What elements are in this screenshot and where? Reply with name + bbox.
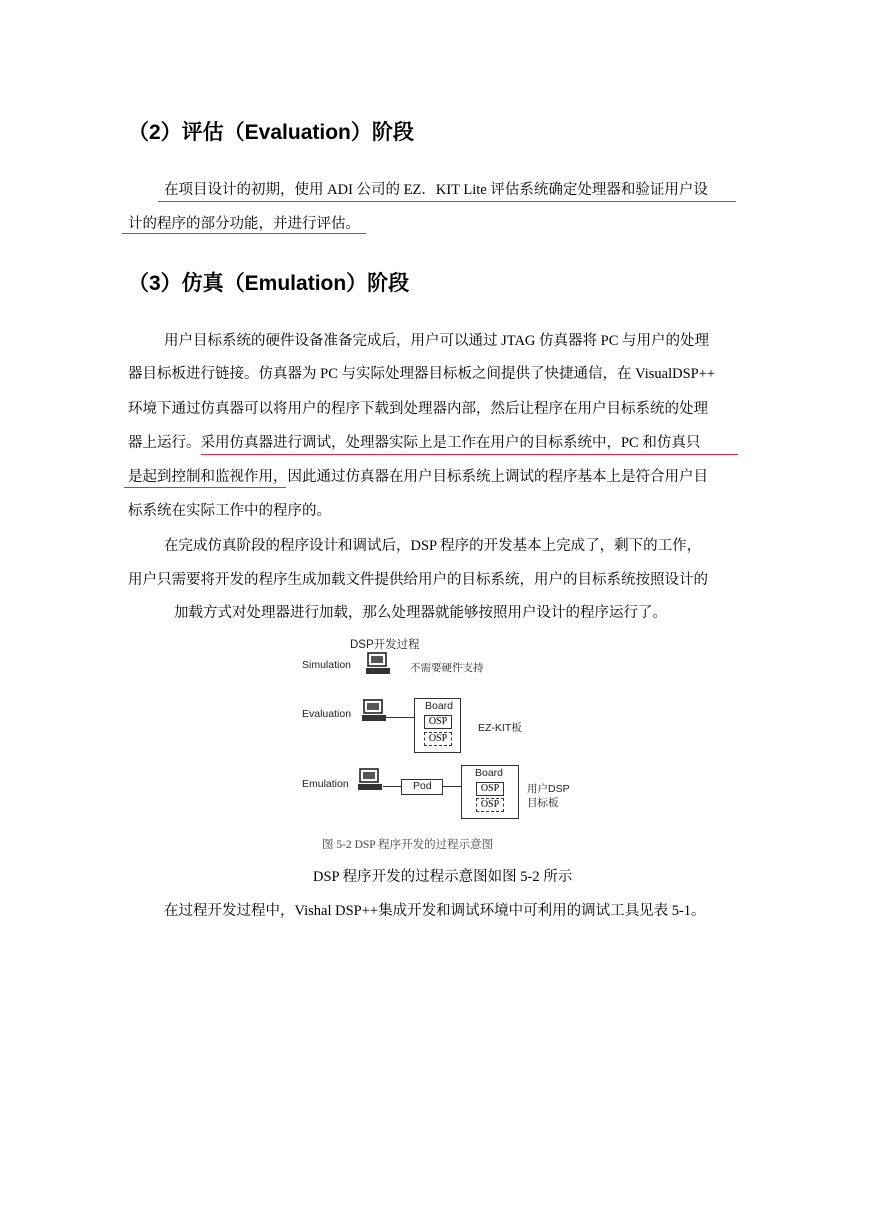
highlight-underline <box>124 487 286 488</box>
paragraph-line: 器上运行。采用仿真器进行调试，处理器实际上是工作在用户的目标系统中，PC 和仿真只 <box>128 435 701 451</box>
ezkit-label: EZ-KIT板 <box>478 722 522 734</box>
computer-icon <box>360 699 388 725</box>
evaluation-label: Evaluation <box>302 708 352 720</box>
section-heading-evaluation: （2）评估（Evaluation）阶段 <box>128 121 414 144</box>
computer-icon <box>356 768 384 794</box>
osp-label: OSP <box>428 716 448 727</box>
connector-line <box>383 786 401 787</box>
user-target-board <box>461 765 519 819</box>
paragraph-line: 器目标板进行链接。仿真器为 PC 与实际处理器目标板之间提供了快捷通信，在 VisualDSP++ <box>128 366 716 382</box>
simulation-label: Simulation <box>302 659 352 671</box>
connector-line <box>443 786 461 787</box>
ezkit-board <box>414 698 461 753</box>
user-dsp-label: 用户DSP <box>527 783 570 795</box>
section-heading-emulation: （3）仿真（Emulation）阶段 <box>128 272 410 295</box>
computer-icon <box>364 652 392 678</box>
paragraph-line: 加载方式对处理器进行加载，那么处理器就能够按照用户设计的程序运行了。 <box>174 605 667 621</box>
simulation-note: 不需要硬件支持 <box>410 662 484 674</box>
paragraph-line: 计的程序的部分功能，并进行评估。 <box>128 216 360 232</box>
target-board-label: 目标板 <box>527 797 559 809</box>
paragraph-line: 标系统在实际工作中的程序的。 <box>128 503 331 519</box>
figure-reference-line: DSP 程序开发的过程示意图如图 5-2 所示 <box>313 869 573 885</box>
highlight-underline <box>122 233 366 234</box>
osp-chip <box>424 715 452 729</box>
paragraph-line: 在过程开发过程中，Vishal DSP++集成开发和调试环境中可利用的调试工具见表 5-1。 <box>164 903 706 919</box>
pod-box <box>401 779 443 795</box>
paragraph-line: 用户目标系统的硬件设备准备完成后，用户可以通过 JTAG 仿真器将 PC 与用户的处理 <box>164 333 710 349</box>
osp-label: OSP <box>480 799 500 810</box>
connector-line <box>386 717 414 718</box>
osp-chip <box>476 782 504 796</box>
emulation-label: Emulation <box>302 778 349 790</box>
highlight-underline <box>201 454 738 455</box>
paragraph-line: 在完成仿真阶段的程序设计和调试后，DSP 程序的开发基本上完成了，剩下的工作， <box>164 538 702 554</box>
osp-label: OSP <box>480 783 500 794</box>
paragraph-line: 用户只需要将开发的程序生成加载文件提供给用户的目标系统，用户的目标系统按照设计的 <box>128 572 708 588</box>
osp-chip-dashed <box>424 732 452 746</box>
figure-caption: 图 5-2 DSP 程序开发的过程示意图 <box>322 839 494 851</box>
board-label: Board <box>475 767 504 779</box>
osp-label: OSP <box>428 733 448 744</box>
paragraph-line: 是起到控制和监视作用，因此通过仿真器在用户目标系统上调试的程序基本上是符合用户目 <box>128 469 708 485</box>
paragraph-line: 环境下通过仿真器可以将用户的程序下载到处理器内部，然后让程序在用户目标系统的处理 <box>128 401 708 417</box>
board-label: Board <box>425 700 454 712</box>
osp-chip-dashed <box>476 798 504 812</box>
paragraph-line: 在项目设计的初期，使用 ADI 公司的 EZ．KIT Lite 评估系统确定处理器和验证用户设 <box>164 182 708 198</box>
figure-title: DSP开发过程 <box>350 639 420 651</box>
highlight-underline <box>158 201 736 202</box>
pod-label: Pod <box>413 780 432 792</box>
